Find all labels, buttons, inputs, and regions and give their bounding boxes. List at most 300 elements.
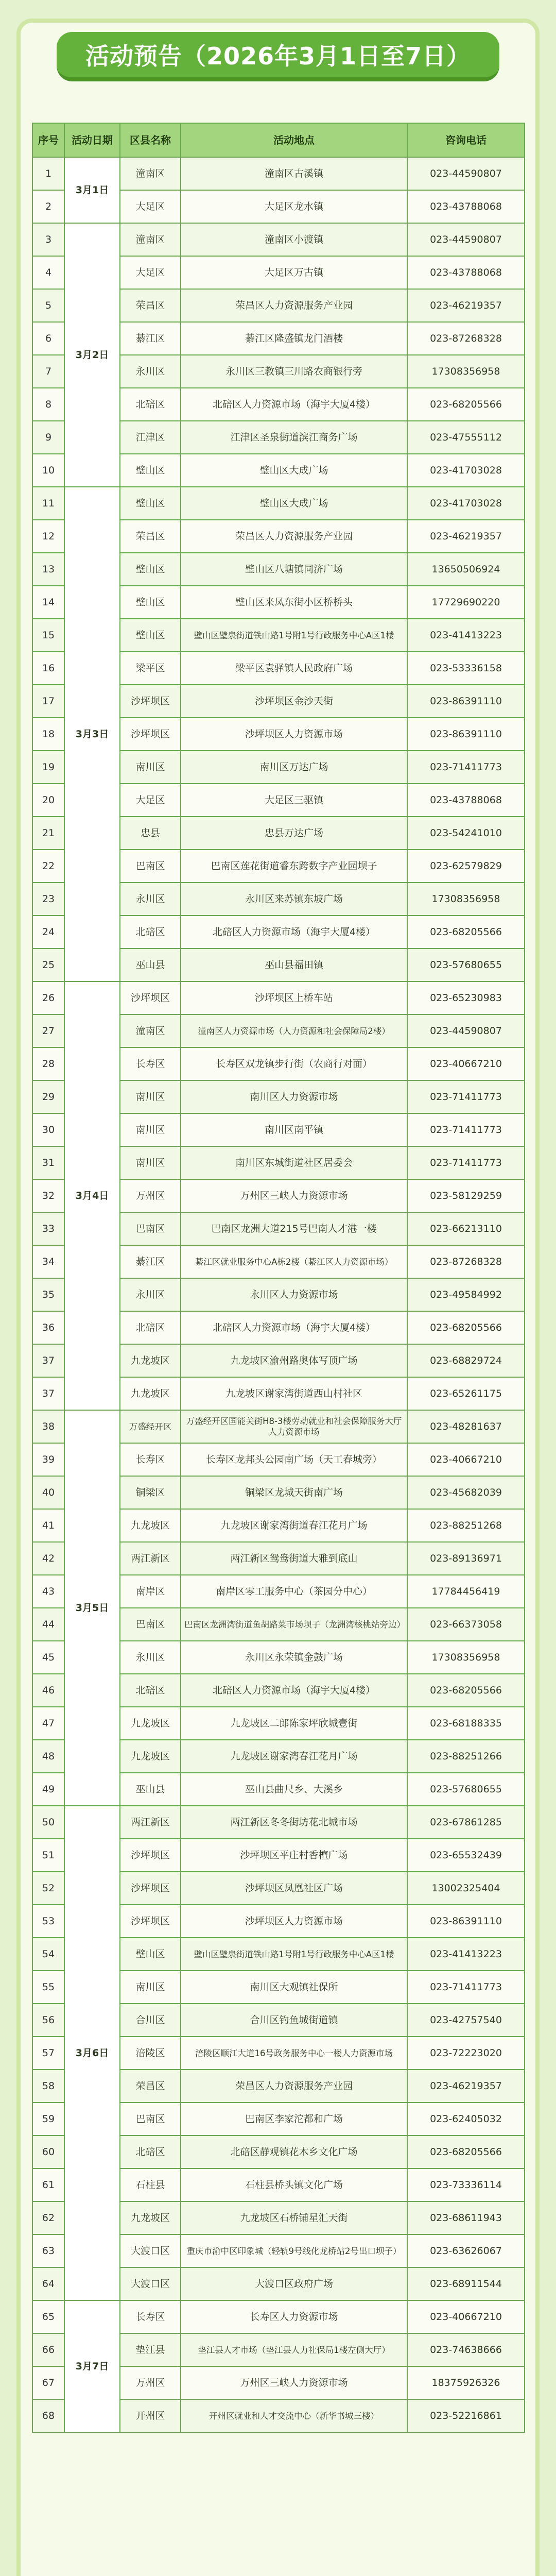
cell-location: 两江新区鸳鸯街道大雅到底山	[181, 1542, 407, 1575]
cell-no: 63	[32, 2234, 64, 2267]
cell-location: 永川区三教镇三川路农商银行旁	[181, 355, 407, 388]
cell-no: 57	[32, 2037, 64, 2070]
cell-district: 永川区	[120, 1278, 181, 1311]
cell-phone: 023-73336114	[407, 2168, 525, 2201]
cell-district: 璧山区	[120, 454, 181, 487]
cell-district: 九龙坡区	[120, 1344, 181, 1377]
col-header-phone: 咨询电话	[407, 123, 525, 157]
cell-phone: 023-53336158	[407, 652, 525, 685]
cell-district: 南川区	[120, 1080, 181, 1113]
cell-no: 4	[32, 256, 64, 289]
cell-no: 50	[32, 1806, 64, 1839]
cell-location: 沙坪坝区凤凰社区广场	[181, 1872, 407, 1905]
cell-no: 14	[32, 586, 64, 619]
cell-phone: 023-41703028	[407, 454, 525, 487]
schedule-table-wrapper	[32, 123, 524, 2433]
cell-no: 25	[32, 948, 64, 981]
cell-phone: 023-54241010	[407, 817, 525, 850]
col-header-district: 区县名称	[120, 123, 181, 157]
page-title: 活动预告（2026年3月1日至7日）	[57, 32, 499, 81]
cell-district: 沙坪坝区	[120, 1872, 181, 1905]
cell-location: 梁平区袁驿镇人民政府广场	[181, 652, 407, 685]
cell-phone: 023-45682039	[407, 1476, 525, 1509]
cell-no: 13	[32, 553, 64, 586]
cell-phone: 17729690220	[407, 586, 525, 619]
cell-date: 3月7日	[64, 2300, 120, 2432]
cell-no: 61	[32, 2168, 64, 2201]
cell-phone: 023-86391110	[407, 685, 525, 718]
cell-no: 48	[32, 1740, 64, 1773]
cell-phone: 023-44590807	[407, 157, 525, 190]
cell-district: 九龙坡区	[120, 1740, 181, 1773]
cell-district: 万盛经开区	[120, 1410, 181, 1443]
cell-location: 巴南区龙洲大道215号巴南人才港一楼	[181, 1212, 407, 1245]
cell-phone: 023-68188335	[407, 1707, 525, 1740]
cell-location: 南川区东城街道社区居委会	[181, 1146, 407, 1179]
cell-location: 两江新区冬冬街坊花北城市场	[181, 1806, 407, 1839]
cell-phone: 023-68611943	[407, 2201, 525, 2234]
cell-district: 北碚区	[120, 1311, 181, 1344]
schedule-table	[32, 123, 525, 2433]
table-row	[32, 157, 525, 190]
cell-no: 1	[32, 157, 64, 190]
cell-location: 北碚区人力资源市场（海宇大厦4楼）	[181, 916, 407, 948]
cell-location: 北碚区静观镇花木乡文化广场	[181, 2136, 407, 2168]
cell-no: 42	[32, 1542, 64, 1575]
table-header-row	[32, 123, 525, 157]
cell-phone: 023-87268328	[407, 322, 525, 355]
cell-district: 沙坪坝区	[120, 981, 181, 1014]
cell-date: 3月2日	[64, 223, 120, 487]
cell-location: 南川区南平镇	[181, 1113, 407, 1146]
cell-no: 5	[32, 289, 64, 322]
cell-date: 3月6日	[64, 1806, 120, 2300]
cell-district: 大足区	[120, 784, 181, 817]
cell-location: 涪陵区顺江大道16号政务服务中心一楼人力资源市场	[181, 2037, 407, 2070]
cell-district: 南川区	[120, 1146, 181, 1179]
cell-location: 万盛经开区国能关街H8-3楼劳动就业和社会保障服务大厅人力资源市场	[181, 1410, 407, 1443]
cell-location: 合川区钓鱼城街道镇	[181, 2004, 407, 2037]
cell-phone: 023-46219357	[407, 2070, 525, 2103]
cell-location: 九龙坡区二郎陈家坪欣城壹街	[181, 1707, 407, 1740]
cell-phone: 023-88251268	[407, 1509, 525, 1542]
cell-phone: 023-41703028	[407, 487, 525, 520]
cell-district: 两江新区	[120, 1542, 181, 1575]
cell-no: 51	[32, 1839, 64, 1872]
cell-no: 7	[32, 355, 64, 388]
cell-date: 3月5日	[64, 1410, 120, 1806]
cell-district: 九龙坡区	[120, 2201, 181, 2234]
cell-district: 两江新区	[120, 1806, 181, 1839]
cell-phone: 023-49584992	[407, 1278, 525, 1311]
cell-location: 巴南区莲花街道睿东跨数字产业园坝子	[181, 850, 407, 883]
cell-district: 荣昌区	[120, 520, 181, 553]
cell-phone: 023-68205566	[407, 2136, 525, 2168]
cell-phone: 023-72223020	[407, 2037, 525, 2070]
cell-phone: 023-66373058	[407, 1608, 525, 1641]
cell-no: 53	[32, 1905, 64, 1938]
cell-location: 璧山区来凤东街小区桥桥头	[181, 586, 407, 619]
cell-no: 3	[32, 223, 64, 256]
cell-phone: 023-89136971	[407, 1542, 525, 1575]
cell-no: 46	[32, 1674, 64, 1707]
cell-phone: 023-44590807	[407, 1014, 525, 1047]
cell-district: 南川区	[120, 1971, 181, 2004]
cell-location: 九龙坡区石桥铺星汇天街	[181, 2201, 407, 2234]
cell-no: 41	[32, 1509, 64, 1542]
cell-district: 璧山区	[120, 487, 181, 520]
col-header-location: 活动地点	[181, 123, 407, 157]
cell-location: 长寿区人力资源市场	[181, 2300, 407, 2333]
cell-phone: 023-42757540	[407, 2004, 525, 2037]
cell-district: 潼南区	[120, 223, 181, 256]
cell-location: 长寿区双龙镇步行街（农商行对面）	[181, 1047, 407, 1080]
cell-location: 南岸区零工服务中心（茶园分中心）	[181, 1575, 407, 1608]
cell-no: 38	[32, 1410, 64, 1443]
cell-phone: 023-40667210	[407, 1443, 525, 1476]
cell-no: 33	[32, 1212, 64, 1245]
cell-phone: 023-68205566	[407, 1311, 525, 1344]
cell-location: 潼南区古溪镇	[181, 157, 407, 190]
cell-no: 8	[32, 388, 64, 421]
cell-location: 永川区来苏镇东坡广场	[181, 883, 407, 916]
cell-no: 31	[32, 1146, 64, 1179]
cell-no: 10	[32, 454, 64, 487]
cell-phone: 023-43788068	[407, 784, 525, 817]
cell-location: 沙坪坝区上桥车站	[181, 981, 407, 1014]
cell-no: 22	[32, 850, 64, 883]
cell-no: 17	[32, 685, 64, 718]
cell-district: 江津区	[120, 421, 181, 454]
cell-phone: 13002325404	[407, 1872, 525, 1905]
cell-location: 万州区三峡人力资源市场	[181, 2366, 407, 2399]
cell-no: 55	[32, 1971, 64, 2004]
cell-location: 璧山区璧泉街道铁山路1号附1号行政服务中心A区1楼	[181, 619, 407, 652]
table-row	[32, 1806, 525, 1839]
cell-location: 巫山县福田镇	[181, 948, 407, 981]
cell-no: 49	[32, 1773, 64, 1806]
cell-location: 沙坪坝区金沙天街	[181, 685, 407, 718]
cell-no: 59	[32, 2103, 64, 2136]
cell-location: 北碚区人力资源市场（海宇大厦4楼）	[181, 1311, 407, 1344]
cell-district: 合川区	[120, 2004, 181, 2037]
cell-no: 68	[32, 2399, 64, 2432]
cell-district: 石柱县	[120, 2168, 181, 2201]
cell-phone: 023-71411773	[407, 1080, 525, 1113]
cell-location: 綦江区隆盛镇龙门酒楼	[181, 322, 407, 355]
cell-phone: 023-86391110	[407, 718, 525, 751]
cell-phone: 023-62579829	[407, 850, 525, 883]
cell-phone: 023-58129259	[407, 1179, 525, 1212]
cell-phone: 17784456419	[407, 1575, 525, 1608]
cell-district: 巴南区	[120, 1608, 181, 1641]
cell-location: 璧山区璧泉街道铁山路1号附1号行政服务中心A区1楼	[181, 1938, 407, 1971]
cell-phone: 023-43788068	[407, 190, 525, 223]
cell-date: 3月1日	[64, 157, 120, 223]
cell-phone: 023-88251266	[407, 1740, 525, 1773]
cell-no: 2	[32, 190, 64, 223]
cell-district: 九龙坡区	[120, 1509, 181, 1542]
cell-district: 涪陵区	[120, 2037, 181, 2070]
cell-district: 开州区	[120, 2399, 181, 2432]
cell-location: 潼南区人力资源市场（人力资源和社会保障局2楼）	[181, 1014, 407, 1047]
cell-phone: 023-71411773	[407, 1113, 525, 1146]
cell-phone: 18375926326	[407, 2366, 525, 2399]
cell-district: 巫山县	[120, 948, 181, 981]
cell-location: 巴南区龙洲湾街道鱼胡路菜市场坝子（龙洲湾核桃站旁边）	[181, 1608, 407, 1641]
cell-phone: 023-57680655	[407, 948, 525, 981]
cell-district: 璧山区	[120, 586, 181, 619]
cell-district: 荣昌区	[120, 2070, 181, 2103]
cell-phone: 023-65261175	[407, 1377, 525, 1410]
cell-location: 长寿区龙邦头公园南广场（天工春城旁）	[181, 1443, 407, 1476]
cell-no: 67	[32, 2366, 64, 2399]
table-body	[32, 157, 525, 2432]
cell-no: 29	[32, 1080, 64, 1113]
cell-location: 璧山区八塘镇同济广场	[181, 553, 407, 586]
cell-phone: 023-86391110	[407, 1905, 525, 1938]
cell-district: 铜梁区	[120, 1476, 181, 1509]
cell-location: 开州区就业和人才交流中心（新华书城三楼）	[181, 2399, 407, 2432]
cell-district: 北碚区	[120, 2136, 181, 2168]
cell-no: 36	[32, 1311, 64, 1344]
cell-district: 大足区	[120, 256, 181, 289]
cell-location: 北碚区人力资源市场（海宇大厦4楼）	[181, 388, 407, 421]
cell-district: 永川区	[120, 1641, 181, 1674]
cell-phone: 023-40667210	[407, 1047, 525, 1080]
cell-location: 潼南区小渡镇	[181, 223, 407, 256]
cell-location: 沙坪坝区人力资源市场	[181, 718, 407, 751]
cell-district: 万州区	[120, 1179, 181, 1212]
cell-location: 江津区圣泉街道滨江商务广场	[181, 421, 407, 454]
cell-location: 重庆市渝中区印象城（轻轨9号线化龙桥站2号出口坝子）	[181, 2234, 407, 2267]
cell-district: 沙坪坝区	[120, 685, 181, 718]
cell-location: 九龙坡区谢家湾春江花月广场	[181, 1740, 407, 1773]
cell-no: 66	[32, 2333, 64, 2366]
cell-phone: 023-68205566	[407, 1674, 525, 1707]
cell-no: 34	[32, 1245, 64, 1278]
cell-district: 大渡口区	[120, 2267, 181, 2300]
table-row	[32, 981, 525, 1014]
cell-no: 23	[32, 883, 64, 916]
table-row	[32, 2300, 525, 2333]
cell-location: 荣昌区人力资源服务产业园	[181, 289, 407, 322]
cell-phone: 023-43788068	[407, 256, 525, 289]
cell-district: 璧山区	[120, 619, 181, 652]
cell-location: 荣昌区人力资源服务产业园	[181, 520, 407, 553]
cell-no: 64	[32, 2267, 64, 2300]
table-row	[32, 487, 525, 520]
cell-phone: 023-46219357	[407, 289, 525, 322]
cell-no: 11	[32, 487, 64, 520]
cell-phone: 023-71411773	[407, 1971, 525, 2004]
cell-location: 南川区人力资源市场	[181, 1080, 407, 1113]
cell-district: 璧山区	[120, 553, 181, 586]
cell-district: 万州区	[120, 2366, 181, 2399]
cell-no: 60	[32, 2136, 64, 2168]
cell-location: 万州区三峡人力资源市场	[181, 1179, 407, 1212]
cell-no: 24	[32, 916, 64, 948]
cell-district: 巴南区	[120, 850, 181, 883]
cell-district: 北碚区	[120, 1674, 181, 1707]
cell-district: 沙坪坝区	[120, 1905, 181, 1938]
cell-phone: 023-68205566	[407, 916, 525, 948]
cell-location: 荣昌区人力资源服务产业园	[181, 2070, 407, 2103]
cell-phone: 023-68829724	[407, 1344, 525, 1377]
cell-location: 北碚区人力资源市场（海宇大厦4楼）	[181, 1674, 407, 1707]
cell-no: 21	[32, 817, 64, 850]
cell-location: 沙坪坝区平庄村香檀广场	[181, 1839, 407, 1872]
cell-district: 大渡口区	[120, 2234, 181, 2267]
cell-district: 沙坪坝区	[120, 718, 181, 751]
cell-district: 潼南区	[120, 1014, 181, 1047]
cell-phone: 023-44590807	[407, 223, 525, 256]
cell-location: 大足区万古镇	[181, 256, 407, 289]
cell-no: 40	[32, 1476, 64, 1509]
cell-phone: 17308356958	[407, 355, 525, 388]
cell-location: 璧山区大成广场	[181, 454, 407, 487]
cell-no: 30	[32, 1113, 64, 1146]
cell-location: 垫江县人才市场（垫江县人力社保局1楼左侧大厅）	[181, 2333, 407, 2366]
cell-district: 沙坪坝区	[120, 1839, 181, 1872]
cell-district: 巴南区	[120, 1212, 181, 1245]
cell-location: 永川区永荣镇金鼓广场	[181, 1641, 407, 1674]
cell-date: 3月3日	[64, 487, 120, 981]
cell-location: 石柱县桥头镇文化广场	[181, 2168, 407, 2201]
cell-phone: 17308356958	[407, 883, 525, 916]
cell-location: 大足区三驱镇	[181, 784, 407, 817]
cell-district: 北碚区	[120, 388, 181, 421]
cell-no: 44	[32, 1608, 64, 1641]
cell-district: 巫山县	[120, 1773, 181, 1806]
cell-location: 璧山区大成广场	[181, 487, 407, 520]
table-row	[32, 223, 525, 256]
cell-no: 9	[32, 421, 64, 454]
cell-phone: 023-65532439	[407, 1839, 525, 1872]
cell-location: 南川区大观镇社保所	[181, 1971, 407, 2004]
cell-location: 九龙坡区谢家湾街道西山村社区	[181, 1377, 407, 1410]
cell-district: 垫江县	[120, 2333, 181, 2366]
cell-district: 綦江区	[120, 1245, 181, 1278]
cell-no: 52	[32, 1872, 64, 1905]
cell-location: 永川区人力资源市场	[181, 1278, 407, 1311]
cell-district: 永川区	[120, 883, 181, 916]
cell-no: 37	[32, 1377, 64, 1410]
cell-no: 12	[32, 520, 64, 553]
cell-phone: 13650506924	[407, 553, 525, 586]
cell-no: 19	[32, 751, 64, 784]
cell-location: 巫山县曲尺乡、大溪乡	[181, 1773, 407, 1806]
cell-no: 37	[32, 1344, 64, 1377]
cell-district: 巴南区	[120, 2103, 181, 2136]
cell-district: 荣昌区	[120, 289, 181, 322]
cell-location: 九龙坡区渝州路奥体写顶广场	[181, 1344, 407, 1377]
cell-phone: 023-48281637	[407, 1410, 525, 1443]
cell-no: 35	[32, 1278, 64, 1311]
cell-no: 6	[32, 322, 64, 355]
cell-no: 32	[32, 1179, 64, 1212]
cell-location: 沙坪坝区人力资源市场	[181, 1905, 407, 1938]
cell-district: 綦江区	[120, 322, 181, 355]
cell-phone: 023-71411773	[407, 751, 525, 784]
cell-no: 18	[32, 718, 64, 751]
cell-district: 璧山区	[120, 1938, 181, 1971]
cell-phone: 17308356958	[407, 1641, 525, 1674]
table-row	[32, 1410, 525, 1443]
cell-phone: 023-47555112	[407, 421, 525, 454]
cell-phone: 023-57680655	[407, 1773, 525, 1806]
cell-no: 43	[32, 1575, 64, 1608]
cell-phone: 023-68911544	[407, 2267, 525, 2300]
cell-phone: 023-71411773	[407, 1146, 525, 1179]
cell-no: 56	[32, 2004, 64, 2037]
cell-no: 54	[32, 1938, 64, 1971]
cell-no: 26	[32, 981, 64, 1014]
col-header-date: 活动日期	[64, 123, 120, 157]
cell-no: 15	[32, 619, 64, 652]
cell-phone: 023-63626067	[407, 2234, 525, 2267]
cell-district: 忠县	[120, 817, 181, 850]
cell-phone: 023-46219357	[407, 520, 525, 553]
cell-district: 南川区	[120, 751, 181, 784]
cell-district: 南川区	[120, 1113, 181, 1146]
cell-no: 65	[32, 2300, 64, 2333]
cell-phone: 023-65230983	[407, 981, 525, 1014]
cell-no: 39	[32, 1443, 64, 1476]
cell-district: 南岸区	[120, 1575, 181, 1608]
cell-district: 九龙坡区	[120, 1707, 181, 1740]
cell-phone: 023-66213110	[407, 1212, 525, 1245]
cell-district: 北碚区	[120, 916, 181, 948]
cell-district: 长寿区	[120, 2300, 181, 2333]
cell-no: 47	[32, 1707, 64, 1740]
cell-district: 九龙坡区	[120, 1377, 181, 1410]
cell-date: 3月4日	[64, 981, 120, 1410]
cell-location: 铜梁区龙城天街南广场	[181, 1476, 407, 1509]
cell-no: 62	[32, 2201, 64, 2234]
cell-location: 南川区万达广场	[181, 751, 407, 784]
cell-no: 16	[32, 652, 64, 685]
cell-phone: 023-67861285	[407, 1806, 525, 1839]
cell-district: 梁平区	[120, 652, 181, 685]
cell-phone: 023-52216861	[407, 2399, 525, 2432]
cell-location: 巴南区李家沱都和广场	[181, 2103, 407, 2136]
cell-district: 永川区	[120, 355, 181, 388]
cell-district: 长寿区	[120, 1047, 181, 1080]
cell-phone: 023-68205566	[407, 388, 525, 421]
cell-district: 长寿区	[120, 1443, 181, 1476]
cell-no: 45	[32, 1641, 64, 1674]
cell-phone: 023-74638666	[407, 2333, 525, 2366]
cell-location: 大渡口区政府广场	[181, 2267, 407, 2300]
cell-location: 九龙坡区谢家湾街道春江花月广场	[181, 1509, 407, 1542]
cell-phone: 023-62405032	[407, 2103, 525, 2136]
cell-district: 大足区	[120, 190, 181, 223]
cell-phone: 023-40667210	[407, 2300, 525, 2333]
cell-phone: 023-41413223	[407, 1938, 525, 1971]
cell-location: 忠县万达广场	[181, 817, 407, 850]
cell-no: 28	[32, 1047, 64, 1080]
cell-location: 大足区龙水镇	[181, 190, 407, 223]
cell-district: 潼南区	[120, 157, 181, 190]
cell-location: 綦江区就业服务中心A栋2楼（綦江区人力资源市场）	[181, 1245, 407, 1278]
cell-phone: 023-41413223	[407, 619, 525, 652]
cell-no: 20	[32, 784, 64, 817]
cell-no: 58	[32, 2070, 64, 2103]
cell-no: 27	[32, 1014, 64, 1047]
cell-phone: 023-87268328	[407, 1245, 525, 1278]
col-header-no: 序号	[32, 123, 64, 157]
